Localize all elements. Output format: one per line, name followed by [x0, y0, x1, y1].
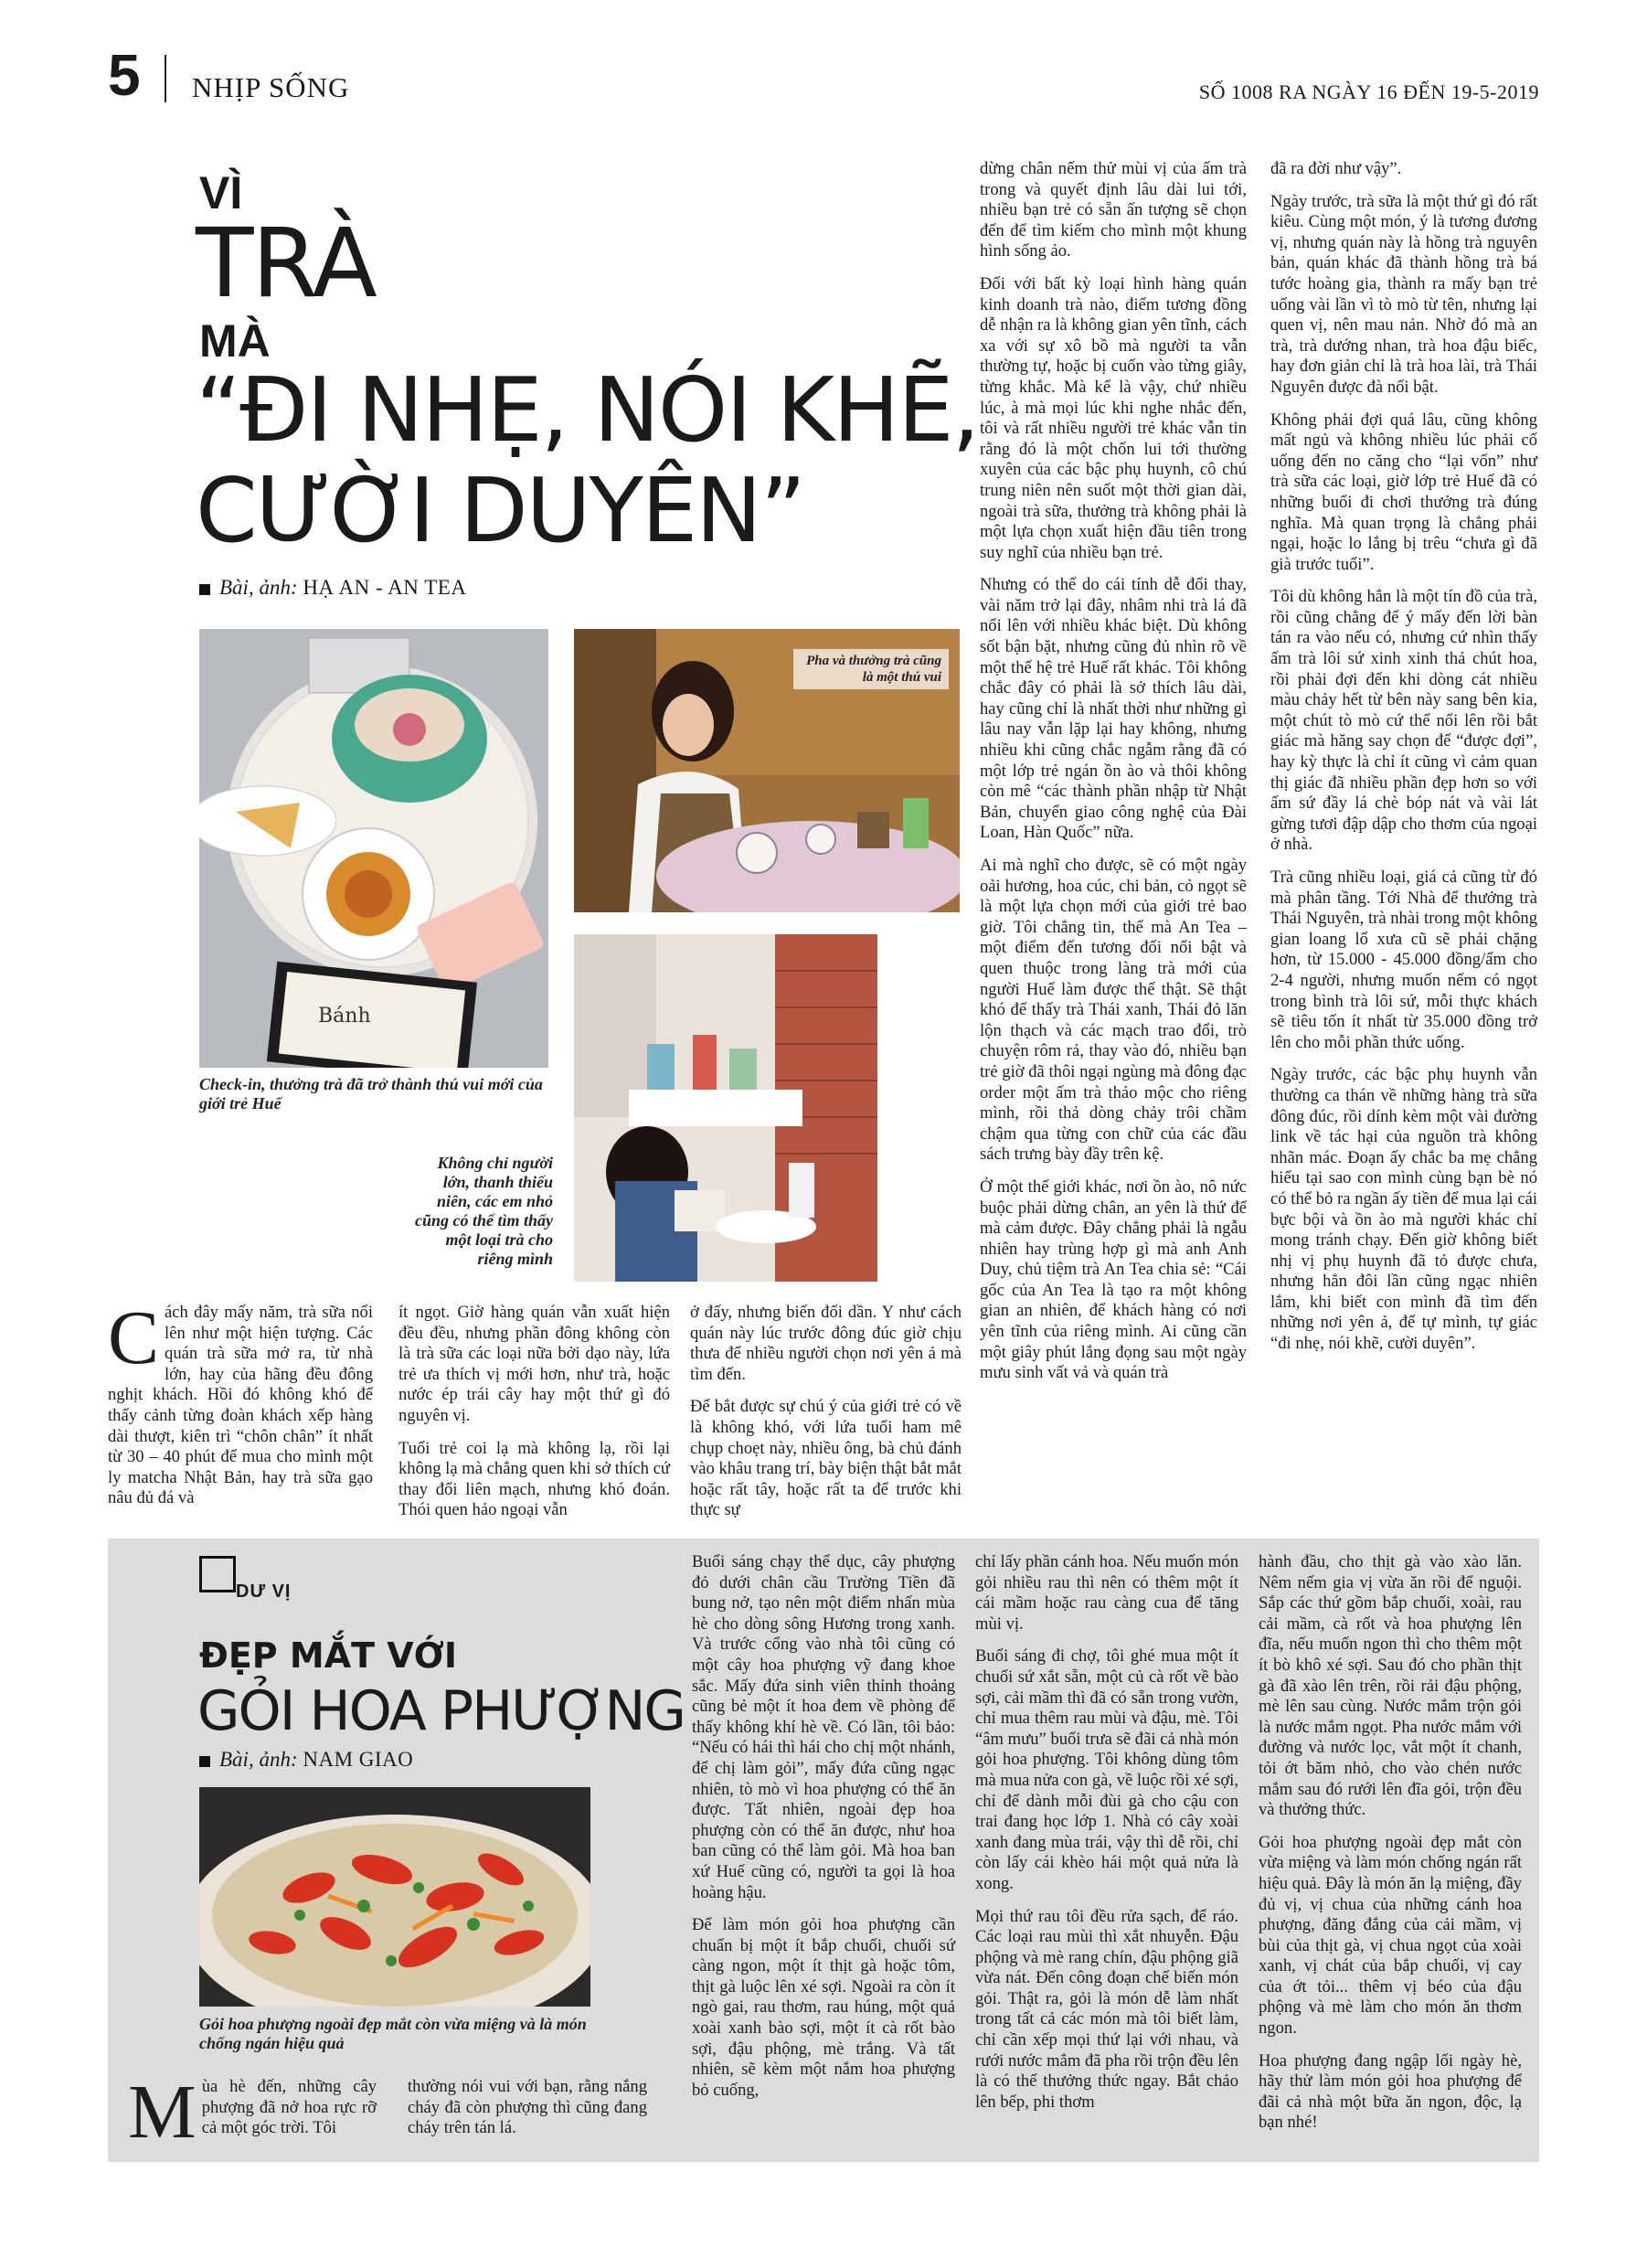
article1-column-4	[980, 159, 1247, 1384]
article2-column-3	[692, 1552, 955, 2101]
paragraph: Tuổi trẻ coi lạ mà không lạ, rồi lại không lạ mà chẳng quen khi sở thích cứ thay đổi liên mạch, nhưng khó đoán. Thói quen hảo ngoại vẫn	[398, 1438, 670, 1520]
paragraph: Không phải đợi quá lâu, cũng không mất ngủ và không nhiều lúc phải cố uống đến no căng cho “lại vốn” như trà sữa các loại, giờ lớp trẻ Huế đã có những buổi đi chơi thưởng trà đúng nghĩa. Mà quan trọng là chẳng phải ngại, hoặc lo lắng bị trêu “chưa gì đã già trước tuổi”.	[1270, 410, 1537, 574]
headline-line-5: CƯỜI DUYÊN”	[196, 459, 804, 562]
paragraph: Ai mà nghĩ cho được, sẽ có một ngày oải hương, hoa cúc, chi bản, cỏ ngọt sẽ là một lựa chọn mới của giới trẻ bao giờ. Tôi chẳng tin, thế mà An Tea – một điểm đến tương đối nổi bật và quen thuộc trong làng trà mới của người Huế làm được thế thật. Sẽ thật khó để thấy trà Thái xanh, Thái đỏ lăn lộn thạch và các mạch trao đổi, trò chuyện rôm rả, thay vào đó, nhiều bạn trẻ giờ đã thôi ngại ngùng mà đông đạc order một ấm trà thảo mộc cho riêng mình, rồi thả dòng chảy trôi chầm chậm qua từng con chữ của các đầu sách trưng bày đầy trên kệ.	[980, 856, 1247, 1165]
headline-line-3: MÀ	[199, 315, 271, 367]
paragraph: Hoa phượng đang ngập lối ngày hè, hãy thử làm món gỏi hoa phượng để đãi cả nhà một bữa ăn ngon, độc, lạ bạn nhé!	[1259, 2050, 1522, 2133]
section-name: NHỊP SỐNG	[192, 71, 350, 103]
article2-headline-1: ĐẸP MẮT VỚI	[199, 1635, 457, 1676]
byline-label: Bài, ảnh:	[219, 1748, 298, 1771]
paragraph: ít ngọt. Giờ hàng quán vẫn xuất hiện đều đều, nhưng phần đông không còn là trà sữa các loại nữa bởi dạo này, lứa trẻ ưa thích vị mới hơn, như trà, hoặc nước ép trái cây hay một thứ gì đó nguyên vị.	[398, 1303, 670, 1425]
paragraph: chỉ lấy phần cánh hoa. Nếu muốn món gỏi nhiều rau thì nên có thêm một ít cái mầm hoặc rau càng cua để tăng mùi vị.	[975, 1552, 1238, 1634]
dropcap: M	[128, 2070, 197, 2155]
photo-child-reading	[574, 934, 877, 1282]
photo-checkin-tea	[199, 629, 548, 1068]
byline-square-icon	[199, 1756, 210, 1767]
paragraph: Gỏi hoa phượng ngoài đẹp mắt còn vừa miệng và làm món chống ngán rất hiệu quả. Đây là món ăn lạ miệng, đầy đủ vị, vị chua của những cánh hoa phượng, đăng đắng của cải mầm, vị bùi của thịt gà, vị chua ngọt của xoài xanh, vị chát của bắp chuối, vị cay của ớt tỏi... thêm vị béo của đậu phộng và mè làm cho món ăn thơm ngon.	[1259, 1832, 1522, 2039]
paragraph: Để làm món gỏi hoa phượng cần chuẩn bị một ít bắp chuối, chuối sứ càng ngon, một ít thịt gà hoặc tôm, thịt gà luộc lên xé sợi. Ngoài ra còn ít ngò gai, rau thơm, rau húng, một quả xoài xanh bào sợi, một ít cà rốt bào sợi, đậu phộng, mè trắng. Và tất nhiên, sẽ kèm một nắm hoa phượng bỏ cuống,	[692, 1915, 955, 2100]
byline-author: NAM GIAO	[303, 1748, 414, 1771]
article1-column-5	[1270, 159, 1537, 1355]
paragraph: hành đầu, cho thịt gà vào xào lăn. Nêm nếm gia vị vừa ăn rồi để nguội. Sắp các thứ gồm bắp chuối, xoài, rau cải mầm, cà rốt và hoa phượng lên đĩa, nếu muốn ngon thì cho thêm một ít bò khô xé sợi. Sau đó cho phần thịt gà đã xào lên trên, rồi rải đậu phộng, mè lên sau cùng. Nước mắm trộn gỏi là nước mắm ngọt. Pha nước mắm với đường và nước lọc, vắt một ít chanh, tỏi ớt băm nhỏ, cho vào chén nước mắm sau đó rưới lên đĩa gỏi, trộn đều và thưởng thức.	[1259, 1552, 1522, 1820]
photo-caption-pouring: Pha và thưởng trà cũng là một thú vui	[793, 649, 949, 689]
paragraph: Trà cũng nhiều loại, giá cả cũng từ đó mà phân tầng. Tới Nhà để thưởng trà Thái Nguyên, trà nhài trong một không gian loang lổ xưa cũ sẽ phải chặng hơn, từ 15.000 - 45.000 đồng/ấm cho 2-4 người, nhưng muốn nếm có ngọt trong bình trà lôi sứ, mỗi thực khách sẽ tiêu tốn ít nhất từ 35.000 đồng trở lên cho mỗi phần thức uống.	[1270, 868, 1537, 1052]
paragraph: ùa hè đến, những cây phượng đã nở hoa rực rỡ cả một góc trời. Tôi	[201, 2077, 377, 2138]
headline-line-2: TRÀ	[196, 208, 376, 319]
byline-author: HẠ AN - AN TEA	[303, 576, 467, 599]
paragraph: Để bắt được sự chú ý của giới trẻ có về là không khó, với lứa tuổi ham mê chụp choẹt này, nhiều ông, bà chủ đánh vào khâu trang trí, bày biện thật bắt mắt hoặc rất tây, hoặc rất ta để trước khi thực sự	[690, 1397, 962, 1520]
article2-column-5	[1259, 1552, 1522, 2134]
rubric-label: DƯ VỊ	[236, 1581, 292, 1602]
headline-line-1: VÌ	[199, 167, 243, 218]
rubric-square-icon	[199, 1556, 236, 1592]
article1-intro-column-1	[108, 1295, 373, 1509]
paragraph: đã ra đời như vậy”.	[1270, 159, 1402, 178]
photo-caption-salad: Gỏi hoa phượng ngoài đẹp mắt còn vừa miệng và là món chống ngán hiệu quả	[199, 2015, 587, 2052]
paragraph: Mọi thứ rau tôi đều rửa sạch, để ráo. Các loại rau mùi thì xắt nhuyễn. Đậu phộng và mè rang chín, đậu phộng giã vừa nát. Đến công đoạn chế biến món gỏi. Thật ra, gỏi là món dễ làm nhất trong tất cả các món mà tôi biết làm, chỉ cần xếp mọi thứ lại với nhau, và rưới nước mắm đã pha rồi trộn đều lên là có thể thưởng thức ngay. Bắt chảo lên bếp, phi thơm	[975, 1906, 1238, 2112]
article1-intro-column-3	[690, 1303, 962, 1521]
page-number: 5	[108, 42, 141, 108]
article1-intro-column-2	[398, 1303, 670, 1521]
paragraph: Buổi sáng chạy thể dục, cây phượng đỏ dưới chân cầu Trường Tiền đã bung nở, tạo nên một điểm nhấn mùa hè cho dòng sông Hương trong xanh. Và trước cổng vào nhà tôi cũng có một cây hoa phượng vỹ đang khoe sắc. Mấy đứa sinh viên thỉnh thoảng cũng bẻ một ít hoa đem về phòng để thấy không khí hè về. Có lần, tôi bảo: “Nếu có hái thì hái cho chị một nhánh, để chị làm gỏi”, mấy đứa cũng ngạc nhiên, tò mò vì hoa phượng có thể ăn được. Tất nhiên, ngoài đẹp hoa phượng còn có thể ăn được, như hoa ban cũng có thể làm gỏi. Mà hoa ban xứ Huế cũng có, người ta gọi là hoa hoàng hậu.	[692, 1552, 955, 1902]
paragraph: Buổi sáng đi chợ, tôi ghé mua một ít chuối sứ xắt sẵn, một củ cà rốt về bào sợi, cải mầm thì đã có sẵn trong vườn, chỉ mua thêm rau mùi và đậu, mè. Tôi “âm mưu” buổi trưa sẽ đãi cả nhà món gỏi hoa phượng. Tôi không dùng tôm mà mua nửa con gà, về luộc rồi xé sợi, chỉ để dành mỗi đùi gà cho cậu con trai đang học lớp 1. Nhà có cây xoài xanh đang mùa trái, vậy thì dễ rồi, chỉ còn lấy cái khèo hái một quả nửa là xong.	[975, 1646, 1238, 1893]
paragraph: thường nói vui với bạn, rằng nắng cháy đã còn phượng thì cũng đang cháy trên tán lá.	[408, 2077, 647, 2138]
svg-text:Bánh: Bánh	[318, 1005, 371, 1028]
paragraph: Tôi dù không hẳn là một tín đồ của trà, rồi cũng chẳng để ý mấy đến lời bàn tán ra vào nếu có, nhưng cứ nhìn thấy ấm trà lôi sứ xinh xinh thả chút hoa, rồi phải đợi đến khi dòng cát nhiều màu chảy hết từ bên này sang bên kia, một chút tò mò cứ thể nổi lên rồi bắt giác mà hăng say chọn để “được đợi”, hay kỳ thực là chỉ ít cũng vì cảm quan thị giác đã nhiều phần đẹp hơn so với ấm sứ đầy lá chè bóp nát và vài lát gừng tươi đập dập cho thơm của ngoại ở nhà.	[1270, 587, 1537, 855]
paragraph: ách đây mấy năm, trà sữa nổi lên như một hiện tượng. Các quán trà sữa mở ra, từ nhà lớn, hay của hãng đều đông nghịt khách. Hồi đó không khó để thấy cảnh từng đoàn khách xếp hàng dài thượt, kiên trì “chôn chân” ít nhất từ 30 – 40 phút để mua cho mình một ly matcha Nhật Bản, hay trà sữa gạo nâu đủ đá và	[108, 1303, 373, 1508]
photo-caption-child: Không chỉ người lớn, thanh thiếu niên, các em nhỏ cũng có thể tìm thấy một loại trà cho riêng mình	[414, 1154, 553, 1268]
byline-square-icon	[199, 584, 210, 595]
paragraph: Nhưng có thể do cái tính dễ đổi thay, vài năm trở lại đây, nhâm nhi trà lá đã nổi lên với nhiều khác biệt. Dù không sốt bận bặt, nhưng cũng đủ nhìn rõ về một thế hệ trẻ Huế rất khác. Tôi không chắc đây có phải là sở thích lâu dài, hay cũng chỉ là nhất thời như những gì lâu nay vẫn lặp lại hay không, nhưng nhiều khi cũng chắc ngẫm rằng đã có một lớp trẻ ngán ồn ào và thôi không còn mê “các thành phần nhập từ Nhật Bản, chuyển giao công nghệ của Đài Loan, Hàn Quốc” nữa.	[980, 575, 1247, 843]
paragraph: Đối với bất kỳ loại hình hàng quán kinh doanh trà nào, điểm tương đồng dễ nhận ra là không gian yên tĩnh, cách xa với sự xô bồ mà người ta vẫn thường tự, hoặc bị cuốn vào từng giây, từng khắc. Mà kể là vậy, chứ nhiều lúc, à mà mọi lúc khi nghe nhắc đến, tôi và rất nhiều người trẻ khác vẫn tin rằng đó là một chốn lui tới thường xuyên của các bậc phụ huynh, cô chú trung niên nên suốt một thời gian dài, ngoài trà sữa, thưởng trà không phải là một lựa chọn xuất hiện đầu tiên trong suy nghĩ của nhiều bạn trẻ.	[980, 273, 1247, 562]
headline-line-4: “ĐI NHẸ, NÓI KHẼ,	[196, 358, 979, 462]
paragraph: Ngày trước, trà sữa là một thứ gì đó rất kiêu. Cùng một món, ý là tương đương vị, nhưng quán này là hồng trà nguyên bản, quán khác đã thành hồng trà bá tước hoàng gia, thành ra mấy bạn trẻ uống vài lần vì tò mò từ tên, nhưng lại quen vị, nên mau nản. Nhờ đó mà an trà, trà dướng nhan, trà hoa đậu biếc, hay đơn giản chỉ là trà hoa lài, trà Thái Nguyên được đà nổi bật.	[1270, 191, 1537, 397]
paragraph: Ở một thế giới khác, nơi ồn ào, nô nức buộc phải dừng chân, an yên là thứ để mà cảm được. Đây chẳng phải là ngẫu nhiên hay trùng hợp gì mà anh Anh Duy, chủ tiệm trà An Tea chia sẻ: “Cái gốc của An Tea là tạo ra một không gian an nhiên, để khách hàng có nơi yên tĩnh của riêng mình. Ai cũng cần một giây phút lắng đọng sau một ngày mưu sinh vất vả và quán trà	[980, 1177, 1247, 1383]
dropcap: C	[108, 1295, 160, 1380]
issue-date: SỐ 1008 RA NGÀY 16 ĐẾN 19-5-2019	[1198, 80, 1539, 103]
article2-headline-2: GỎI HOA PHƯỢNG	[197, 1679, 685, 1743]
article2-byline	[199, 1748, 413, 1772]
paragraph: dừng chân nếm thử mùi vị của ấm trà trong và quyết định lâu dài lui tới, nhiều bạn trẻ có sẵn ấn tượng sẽ chọn đến để tìm kiếm cho mình một khung hình sống ảo.	[980, 159, 1247, 261]
paragraph: ở đấy, nhưng biến đổi dần. Y như cách quán này lúc trước đông đúc giờ chịu thưa để nhiều người chọn nơi yên ả mà tìm đến.	[690, 1303, 962, 1384]
paragraph: Ngày trước, các bậc phụ huynh vẫn thường ca thán về những hàng trà sữa đông đúc, rồi dính kèm một vài đường link về tác hại của nguồn trà không nhãn mác. Đoạn ấy chắc ba mẹ chẳng hiểu tại sao con mình cùng bạn bè nó có thể bỏ ra ngần ấy tiền để mua lại cái bực bội và ồn ào mà người khác chỉ mong tránh chạy. Đến giờ không biết nhị vị phụ huynh đã tỏ được chưa, nhưng hẳn đôi lần cũng ngạc nhiên lắm, khi biết con mình đã tìm đến những nơi yên ả, để tự mình, tự giác “đi nhẹ, nói khẽ, cười duyên”.	[1270, 1065, 1537, 1354]
article2-column-1	[128, 2070, 377, 2155]
header-divider	[165, 55, 166, 102]
photo-caption-checkin: Check-in, thưởng trà đã trở thành thú vui mới của giới trẻ Huế	[199, 1075, 543, 1113]
byline-label: Bài, ảnh:	[219, 576, 298, 599]
byline	[199, 576, 466, 600]
photo-phoenix-flower-salad	[199, 1787, 590, 2007]
article2-column-2	[408, 2077, 647, 2139]
article2-column-4	[975, 1552, 1238, 2113]
photo-girl-pouring-tea	[574, 629, 960, 912]
